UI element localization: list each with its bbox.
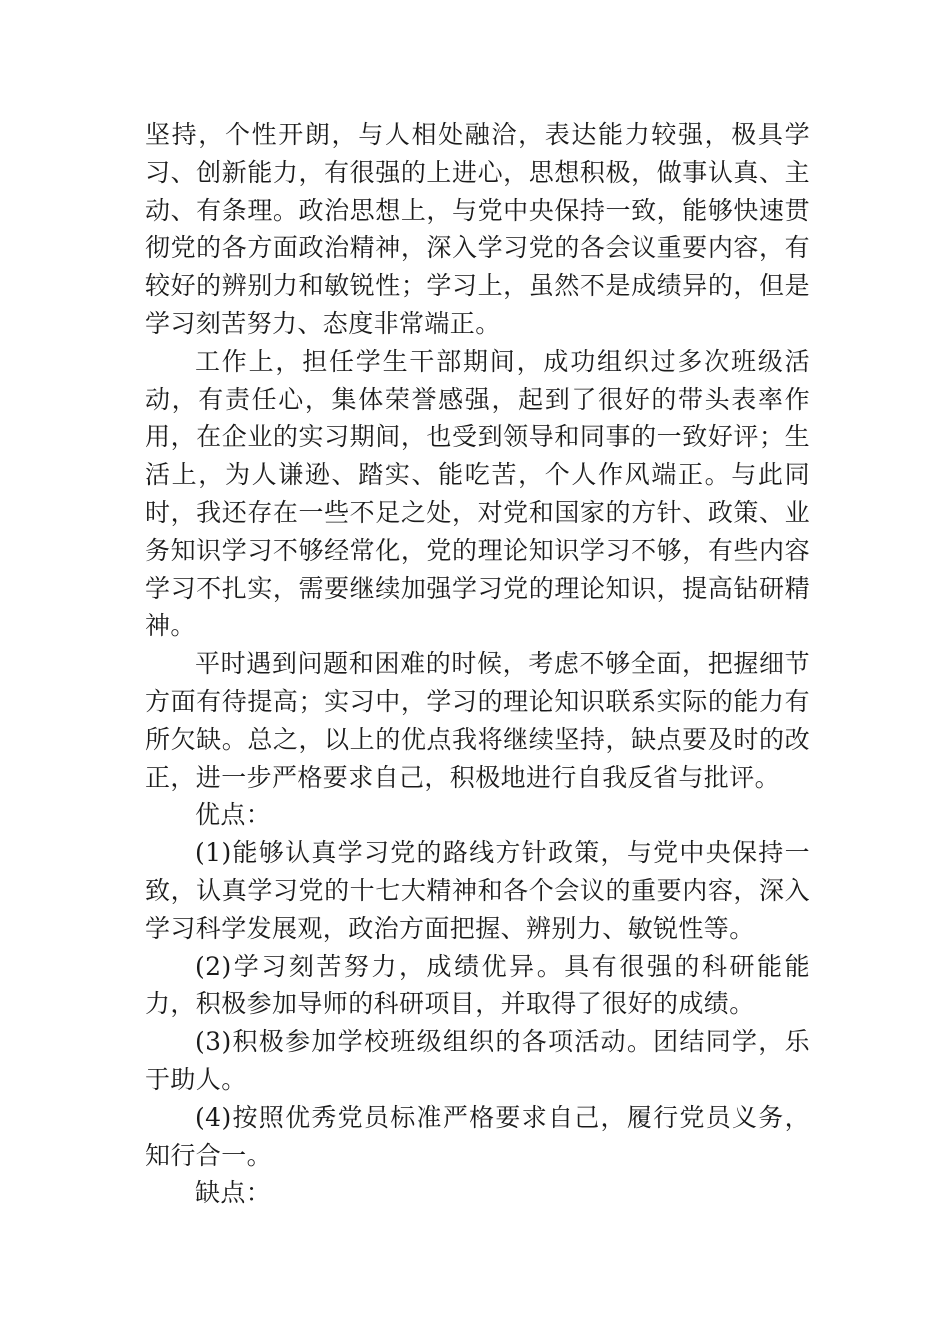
paragraph-shortcomings-summary: 平时遇到问题和困难的时候，考虑不够全面，把握细节方面有待提高；实习中，学习的理论知识联系实际的能力有所欠缺。总之，以上的优点我将继续坚持，缺点要及时的改正，进一步严格要求自己，积极地进行自我反省与批评。 xyxy=(145,649,810,792)
heading-strengths: 优点： xyxy=(195,800,272,830)
strength-item-4: (4)按照优秀党员标准严格要求自己，履行党员义务，知行合一。 xyxy=(145,1102,810,1170)
document-body xyxy=(145,116,810,1212)
paragraph-continuation: 坚持，个性开朗，与人相处融洽，表达能力较强，极具学习、创新能力，有很强的上进心，思想积极，做事认真、主动、有条理。政治思想上，与党中央保持一致，能够快速贯彻党的各方面政治精神，深入学习党的各会议重要内容，有较好的辨别力和敏锐性；学习上，虽然不是成绩异的，但是学习刻苦努力、态度非常端正。 xyxy=(145,120,810,338)
strength-item-2: (2)学习刻苦努力，成绩优异。具有很强的科研能能力，积极参加导师的科研项目，并取得了很好的成绩。 xyxy=(145,951,810,1019)
heading-weaknesses: 缺点： xyxy=(195,1178,272,1208)
paragraph-work: 工作上，担任学生干部期间，成功组织过多次班级活动，有责任心，集体荣誉感强，起到了很好的带头表率作用，在企业的实习期间，也受到领导和同事的一致好评；生活上，为人谦逊、踏实、能吃苦，个人作风端正。与此同时，我还存在一些不足之处，对党和国家的方针、政策、业务知识学习不够经常化，党的理论知识学习不够，有些内容学习不扎实，需要继续加强学习党的理论知识，提高钻研精神。 xyxy=(145,346,810,641)
strength-item-3: (3)积极参加学校班级组织的各项活动。团结同学，乐于助人。 xyxy=(145,1027,810,1094)
strength-item-1: (1)能够认真学习党的路线方针政策，与党中央保持一致，认真学习党的十七大精神和各个会议的重要内容，深入学习科学发展观，政治方面把握、辨别力、敏锐性等。 xyxy=(145,838,810,943)
